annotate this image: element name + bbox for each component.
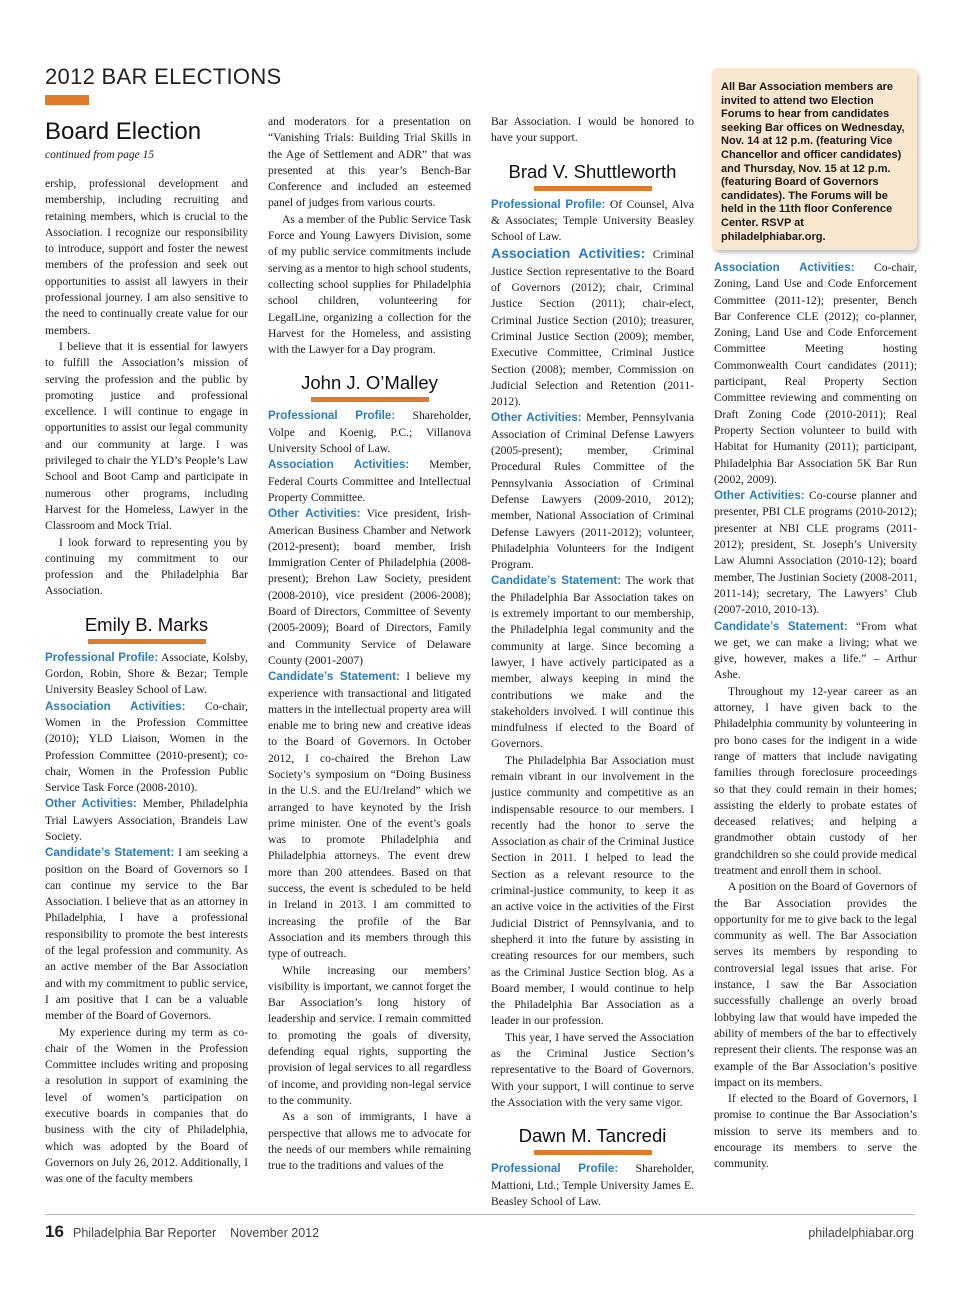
profile-paragraph xyxy=(45,650,248,699)
candidate-name: Emily B. Marks xyxy=(84,613,209,635)
candidate-name: Brad V. Shuttleworth xyxy=(508,160,677,182)
statement-label: Candidate’s Statement: xyxy=(714,619,848,633)
profile-text: Shareholder, Mattioni, Ltd.; Temple University James E. Beasley School of Law. xyxy=(491,1162,694,1208)
profile-text: Of Counsel, Alva & Associates; Temple University Beasley School of Law. xyxy=(491,197,694,244)
profile-text: Associate, Kolsby, Gordon, Robin, Shore & Bezar; Temple University Beasley School of Law. xyxy=(45,650,248,697)
profile-paragraph xyxy=(491,1161,694,1210)
issue-date: November 2012 xyxy=(230,1226,320,1240)
profile-label: Professional Profile: xyxy=(45,650,159,664)
other-text: Vice president, Irish-American Business Chamber and Network (2012-present); board member, Irish Immigration Center of Philadelphia (2008-present); Brehon Law Society, president (2008-2010), vice president (2006-2008); Board of Directors, Committee of Seventy (2005-2009); Board of Directors, Family and Community Service of Delaware County (2001-2007) xyxy=(268,507,471,667)
candidate-heading-tancredi xyxy=(491,1125,694,1155)
statement-paragraph xyxy=(268,669,471,962)
intro-paragraph-3: I look forward to representing you by continuing my commitment to our profession and the Philadelphia Bar Association. xyxy=(45,535,248,598)
statement-paragraph-3: and moderators for a presentation on “Vanishing Trials: Building Trial Skills in the Age of Settlement and ADR” that was presented at this year’s Bench-Bar Conference and included an esteemed panel of judges from various courts. xyxy=(268,115,471,210)
statement-paragraph-2: My experience during my term as co-chair of the Women in the Profession Committee includes writing and proposing a resolution in support of examining the level of women’s participation on executive boards in companies that do business with the city of Philadelphia, which was adopted by the Board of Governors on July 26, 2012. Additionally, I was one of the faculty members xyxy=(45,1025,248,1186)
assoc-text: Criminal Justice Section representative to the Board of Governors (2012); chair, Criminal Justice Section (2011); chair-elect, Criminal Justice Section (2010); treasurer, Criminal Justice Section (2009); member, Executive Committee, Criminal Justice Section (2008); member, Commission on Judicial Selection and Retention (2011-2012). xyxy=(491,248,694,409)
other-text: Member, Pennsylvania Association of Criminal Defense Lawyers (2005-present); member, Criminal Procedural Rules Committee of the Pennsylvania Association of Criminal Defense Lawyers (2009-2010, 2012); member, National Association of Criminal Defense Lawyers (2011-2012); volunteer, Philadelphia Volunteers for the Indigent Program. xyxy=(491,411,695,572)
callout-text: All Bar Association members are invited to attend two Election Forums to hear from candidates seeking Bar offices on Wednesday, Nov. 14 at 12 p.m. (featuring Vice Chancellor and officer candidates) and Thursday, Nov. 15 at 12 p.m. (featuring Board of Governors candidates). The Forums will be held in the 11th floor Conference Center. RSVP at philadelphiabar.org. xyxy=(721,81,905,243)
statement-text: I believe my experience with transactional and litigated matters in the intellectual property area will enable me to bring new and creative ideas to the Board of Governors. In October 2012, I co-chaired the Brehon Law Society’s symposium on “Doing Business in the U.S. and the EU/Ireland” which we arranged to have keynoted by the Irish prime minister. One of the event’s goals was to promote Philadelphia and Philadelphia attorneys. The event drew more than 200 attendees. Based on that success, the event is scheduled to be held in Ireland in 2013. I am committed to increasing the profile of the Bar Association and its members through this type of outreach. xyxy=(268,670,471,961)
statement-paragraph-4: Bar Association. I would be honored to have your support. xyxy=(491,115,694,145)
statement-paragraph-4: As a member of the Public Service Task Force and Young Lawyers Division, some of my public service commitments include serving as a mentor to high school students, collecting school supplies for Philadelphia school children, volunteering for LegalLine, organizing a collection for the Harvest for the Homeless, and assisting with the Lawyer for a Day program. xyxy=(268,212,471,357)
statement-paragraph xyxy=(45,845,248,1024)
statement-text: “From what we get, we can make a living; what we give, however, makes a life.” – Arthur Ashe. xyxy=(714,619,917,682)
column-2 xyxy=(268,114,471,1174)
profile-text: Shareholder, Volpe and Koenig, P.C.; Villanova University School of Law. xyxy=(268,409,471,456)
assoc-label: Association Activities: xyxy=(45,699,186,713)
other-paragraph xyxy=(45,796,248,845)
statement-paragraph-4: If elected to the Board of Governors, I promise to continue the Bar Association’s mission to serve its members and to encourage its members to serve the community. xyxy=(714,1092,917,1171)
other-paragraph xyxy=(714,488,917,618)
statement-label: Candidate’s Statement: xyxy=(268,670,400,684)
article-title: Board Election xyxy=(45,118,202,145)
continued-note: continued from page 15 xyxy=(45,149,155,161)
profile-label: Professional Profile: xyxy=(491,197,606,211)
statement-paragraph xyxy=(714,619,917,684)
other-paragraph xyxy=(268,506,471,669)
publication-line xyxy=(73,1226,319,1240)
statement-paragraph-2: Throughout my 12-year career as an attorney, I have given back to the Philadelphia community by volunteering in pro bono cases for the indigent in a wide range of matters that include navigating families through foreclosure proceedings so that they could remain in their homes; assisting the elderly to probate estates of deceased relatives; and helping a grandmother obtain custody of her grandchildren so she could provide medical treatment and enroll them in school. xyxy=(714,684,917,877)
section-title: 2012 BAR ELECTIONS xyxy=(45,64,282,89)
column-3 xyxy=(491,114,694,1210)
candidate-accent-bar xyxy=(534,186,652,191)
section-accent-bar xyxy=(45,95,89,105)
candidate-accent-bar xyxy=(311,397,429,402)
column-4 xyxy=(714,260,917,1173)
candidate-accent-bar xyxy=(534,1150,652,1155)
assoc-text: Co-chair, Women in the Profession Committee (2010); YLD Liaison, Women in the Profession Committee (2010-present); co-chair, Women in the Profession Public Service Task Force (2008-2010). xyxy=(45,699,248,795)
statement-paragraph-2: While increasing our members’ visibility is important, we cannot forget the Bar Association’s long history of leadership and service. I remain committed to promoting the goals of diversity, defending equal rights, supporting the provision of legal services to all regardless of income, and providing non-legal service to the community. xyxy=(268,963,471,1107)
other-label: Other Activities: xyxy=(268,507,361,521)
statement-paragraph-3: As a son of immigrants, I have a perspective that allows me to advocate for the needs of our members while remaining true to the traditions and values of the xyxy=(268,1110,471,1173)
assoc-paragraph xyxy=(491,245,694,410)
other-label: Other Activities: xyxy=(45,797,137,811)
statement-label: Candidate’s Statement: xyxy=(491,574,622,588)
statement-label: Candidate’s Statement: xyxy=(45,846,175,860)
website-link[interactable]: philadelphiabar.org xyxy=(808,1226,914,1240)
assoc-text: Member, Federal Courts Committee and Intellectual Property Committee. xyxy=(268,458,471,504)
assoc-label: Association Activities: xyxy=(714,261,855,274)
election-forum-callout xyxy=(712,68,917,250)
assoc-label: Association Activities: xyxy=(268,458,410,472)
other-label: Other Activities: xyxy=(714,489,805,503)
intro-paragraph-2: I believe that it is essential for lawyers to fulfill the Association’s mission of serving the profession and the public by promoting justice and professional excellence. I will continue to engage in opportunities to assist our legal community and our community at large. I was privileged to chair the YLD’s People’s Law School and Boot Camp and participate in numerous other programs, including Harvest for the Homeless, Lawyer in the Classroom and Mock Trial. xyxy=(45,339,248,533)
candidate-name: Dawn M. Tancredi xyxy=(518,1125,667,1147)
statement-text: I am seeking a position on the Board of Governors so I can continue my service to the Bar Association. I believe that as an attorney in Philadelphia, I have a professional responsibility to promote the best interests of the legal profession and community. As an active member of the Bar Association and with my commitment to public service, I am positive that I can be a valuable member of the Board of Governors. xyxy=(45,846,248,1023)
other-text: Member, Philadelphia Trial Lawyers Association, Brandeis Law Society. xyxy=(45,797,248,843)
other-paragraph xyxy=(491,410,694,573)
column-1 xyxy=(45,114,248,1188)
assoc-text: Co-chair, Zoning, Land Use and Code Enforcement Committee (2011-12); presenter, Bench Bar Conference CLE (2012); co-planner, Zoning, Land Use and Code Enforcement Committee Meeting hosting Commonwealth Court candidates (2011); participant, Real Property Section Committee reviewing and commenting on Draft Zoning Code (2010-2011); Real Property Section volunteer to build with Habitat for Humanity (2011); participant, Philadelphia Bar Association 5K Bar Run (2002, 2009). xyxy=(714,261,917,486)
other-text: Co-course planner and presenter, PBI CLE programs (2010-2012); presenter at NBI CLE programs (2011-2012); president, St. Joseph’s University Law Alumni Association (2010-12); board member, The Justinian Society (2008-2011, 2011-14); secretary, The Lawyers’ Club (2007-2010, 2010-13). xyxy=(714,489,917,617)
assoc-paragraph xyxy=(714,260,917,488)
profile-label: Professional Profile: xyxy=(268,409,396,423)
profile-paragraph xyxy=(268,408,471,457)
candidate-accent-bar xyxy=(88,639,206,644)
profile-paragraph xyxy=(491,197,694,246)
statement-paragraph xyxy=(491,573,694,752)
assoc-label: Association Activities: xyxy=(491,245,646,262)
statement-paragraph-3: This year, I have served the Association as the Criminal Justice Section’s representative to the Board of Governors. With your support, I will continue to serve the Association with the very same vigor. xyxy=(491,1030,694,1109)
candidate-name: John J. O’Malley xyxy=(301,372,438,394)
profile-label: Professional Profile: xyxy=(491,1162,619,1176)
statement-text: The work that the Philadelphia Bar Association takes on is extremely important to our membership, the Philadelphia legal community and the community at large. Since becoming a lawyer, I have actively participated as a member, always keeping in mind the contributions we make and the stakeholders involved. I will continue this mindfulness if elected to the Board of Governors. xyxy=(491,574,694,751)
intro-paragraph-1: ership, professional development and membership, including recruiting and retaining members, which is crucial to the Association. I recognize our responsibility to introduce, support and foster the newest members of the profession and seek out opportunities to assist all lawyers in their professional journey. I am also sensitive to the need to continually create value for our members. xyxy=(45,177,248,337)
candidate-heading-shuttleworth xyxy=(491,161,694,191)
statement-paragraph-2: The Philadelphia Bar Association must remain vibrant in our involvement in the justice community and competitive as an indispensable resource to our members. I recently had the honor to serve the Association as chair of the Criminal Justice Section in 2011. I helped to lead the Section as a relevant resource to the criminal-justice community, to keep it as an active voice in the activities of the First Judicial District of Pennsylvania, and to shepherd it into the future by assisting in creating resources for our members, such as the Criminal Justice Section blog. As a Board member, I would continue to help the Philadelphia Bar Association as a leader in our profession. xyxy=(491,753,694,1028)
assoc-paragraph xyxy=(45,699,248,797)
candidate-heading-marks xyxy=(45,614,248,644)
statement-paragraph-3: A position on the Board of Governors of the Bar Association provides the opportunity for me to give back to the legal community as well. The Bar Association serves its members by responding to controversial legal issues that arise. For instance, I saw the Bar Association successfully challenge an overly broad lobbying law that would have impeded the ability of members of the bar to effectively represent their clients. The response was an example of the Bar Association’s positive impact on its members. xyxy=(714,880,917,1089)
footer-rule xyxy=(45,1214,915,1215)
assoc-paragraph xyxy=(268,457,471,506)
other-label: Other Activities: xyxy=(491,411,582,425)
publication-name: Philadelphia Bar Reporter xyxy=(73,1226,217,1240)
candidate-heading-omalley xyxy=(268,372,471,402)
page-number: 16 xyxy=(45,1222,64,1241)
